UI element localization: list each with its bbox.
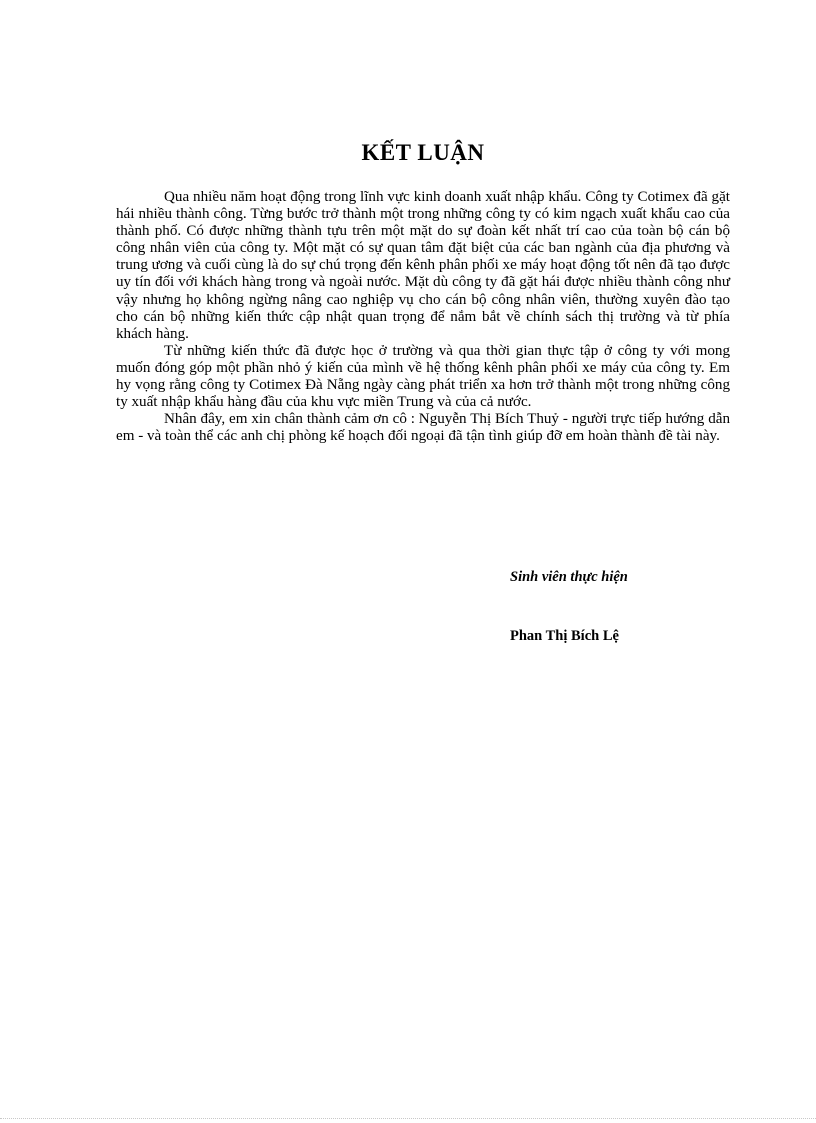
page-title: KẾT LUẬN	[361, 140, 485, 165]
paragraph-3: Nhân đây, em xin chân thành cảm ơn cô : Nguyễn Thị Bích Thuỷ - người trực tiếp hướng dẫn em - và toàn thể các anh chị phòng kế hoạch đối ngoại đã tận tình giúp đỡ em hoàn thành đề tài này.	[116, 411, 730, 445]
signature-role: Sinh viên thực hiện	[510, 569, 628, 585]
conclusion-body	[116, 189, 730, 445]
signature-name: Phan Thị Bích Lệ	[510, 628, 619, 644]
page-bottom-divider	[0, 1118, 816, 1119]
paragraph-2: Từ những kiến thức đã được học ở trường và qua thời gian thực tập ở công ty với mong muốn đóng góp một phần nhỏ ý kiến của mình về hệ thống kênh phân phối xe máy của công ty. Em hy vọng rằng công ty Cotimex Đà Nẵng ngày càng phát triển xa hơn trở thành một trong những công ty xuất nhập khẩu hàng đầu của khu vực miền Trung và của cả nước.	[116, 342, 730, 411]
paragraph-1: Qua nhiều năm hoạt động trong lĩnh vực kinh doanh xuất nhập khẩu. Công ty Cotimex đã gặt hái nhiều thành công. Từng bước trở thành một trong những công ty có kim ngạch xuất khẩu cao của thành phố. Có được những thành tựu trên một mặt do sự đoàn kết nhất trí cao của toàn bộ cán bộ công nhân viên của công ty. Một mặt có sự quan tâm đặt biệt của các ban ngành của địa phương và trung ương và cuối cùng là do sự chú trọng đến kênh phân phối xe máy hoạt động tốt nên đã tạo được uy tín đối với khách hàng trong và ngoài nước. Mặt dù công ty đã gặt hái được nhiều thành công như vậy nhưng họ không ngừng nâng cao nghiệp vụ cho cán bộ công nhân viên, thường xuyên đào tạo cho cán bộ những kiến thức cập nhật quan trọng để nắm bắt về chính sách thị trường và từ phía khách hàng.	[116, 189, 730, 342]
